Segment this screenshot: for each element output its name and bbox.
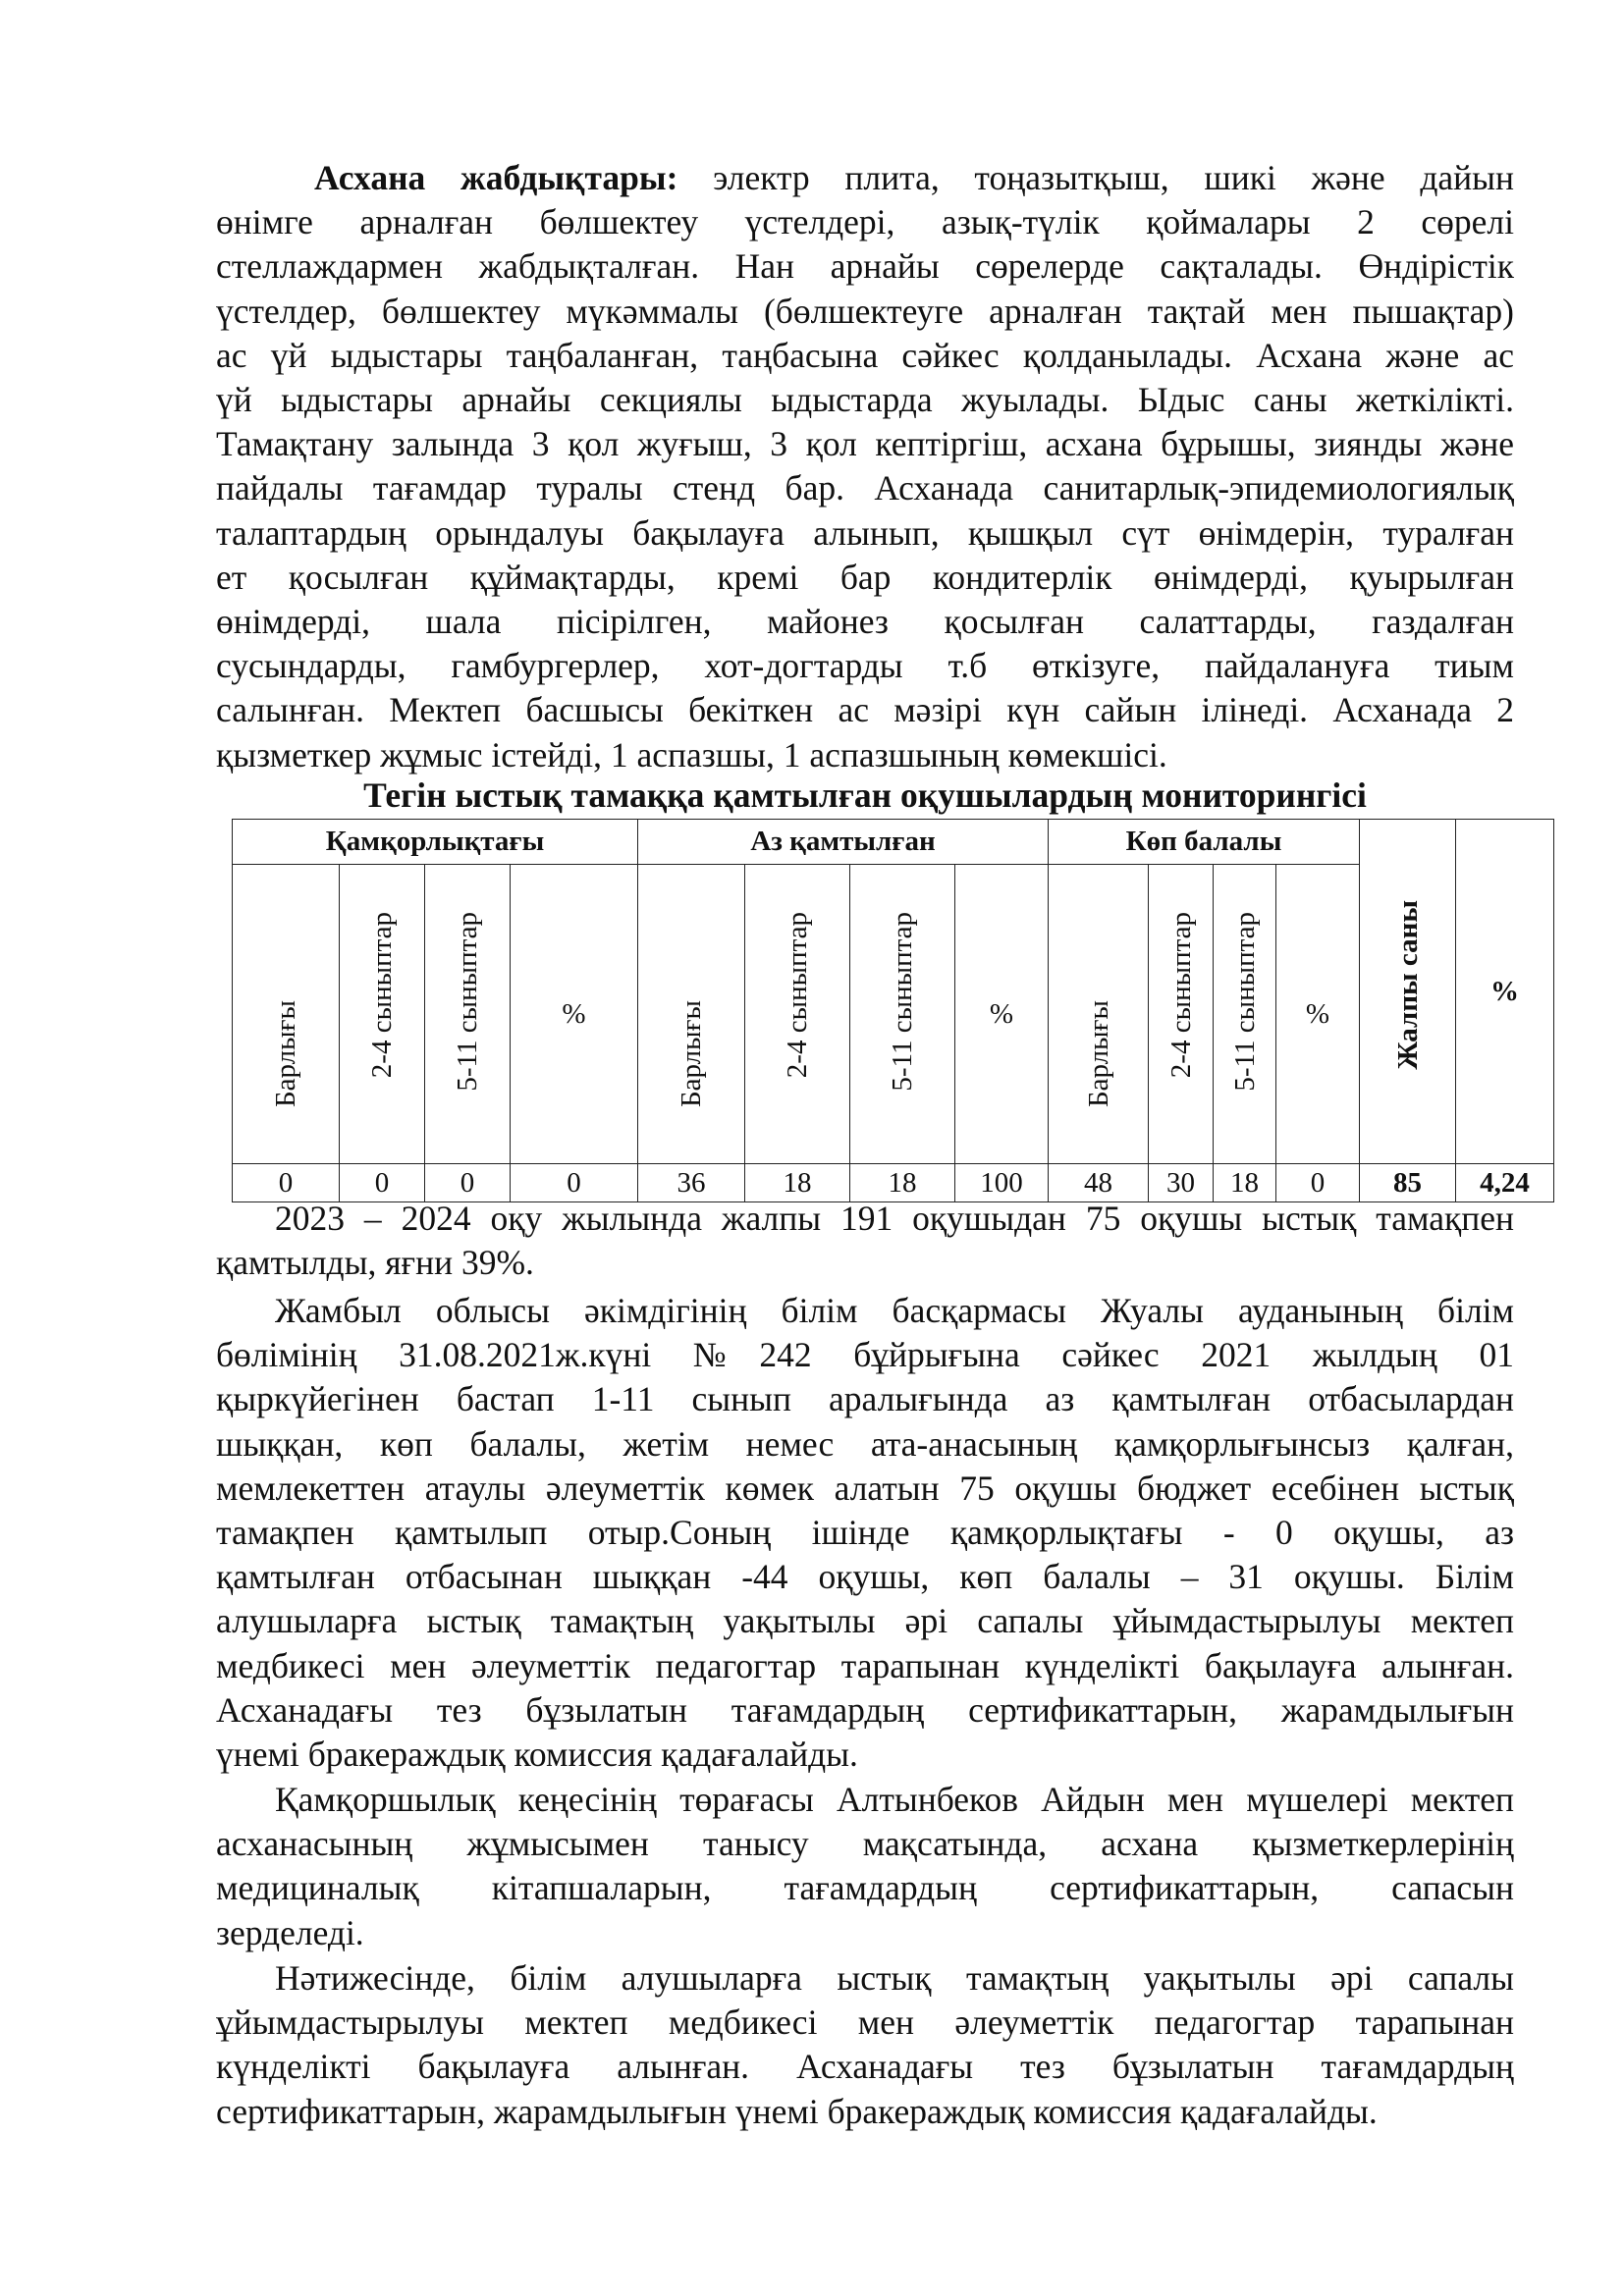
paragraph-line: ет қосылған құймақтарды, кремі бар кондитерлік өнімдерді, қуырылған (216, 557, 1514, 597)
col-header-percent: % (955, 865, 1049, 1164)
paragraph-line: медициналық кітапшаларын, тағамдардың сертификаттарын, сапасын (216, 1868, 1514, 1908)
paragraph-line: стеллаждармен жабдықталған. Нан арнайы сөрелерде сақталады. Өндірістік (216, 246, 1514, 287)
paragraph-line: үстелдер, бөлшектеу мүкәммалы (бөлшектеуге арналған тақтай мен пышақтар) (216, 291, 1514, 331)
paragraph-line: Нәтижесінде, білім алушыларға ыстық тамақтың уақытылы әрі сапалы (275, 1958, 1514, 1998)
lead-heading: Асхана жабдықтары: (314, 158, 678, 197)
table-cell: 0 (1276, 1164, 1360, 1202)
table-cell: 18 (1214, 1164, 1276, 1202)
col-header-grades-2-4: 2-4 сыныптар (366, 912, 398, 1079)
table-cell-total: 85 (1360, 1164, 1456, 1202)
monitoring-table (232, 819, 1554, 1202)
col-header-cell (425, 865, 511, 1164)
col-header-cell (850, 865, 955, 1164)
col-header-grades-5-11: 5-11 сыныптар (452, 912, 483, 1092)
total-header-cell (1360, 820, 1456, 1164)
paragraph-line: Жамбыл облысы әкімдігінің білім басқармасы Жуалы ауданының білім (275, 1291, 1514, 1330)
col-header-cell (233, 865, 340, 1164)
paragraph-line: ұйымдастырылуы мектеп медбикесі мен әлеуметтік педагогтар тарапынан (216, 2002, 1514, 2043)
table-cell: 30 (1149, 1164, 1214, 1202)
col-header-total: Барлығы (1082, 1000, 1114, 1107)
paragraph-line: Тамақтану залында 3 қол жуғыш, 3 қол кептіргіш, асхана бұрышы, зиянды және (216, 424, 1514, 464)
paragraph-line: Асхана жабдықтары: электр плита, тоңазытқыш, шикі және дайын (314, 158, 1515, 197)
col-header-percent: % (1276, 865, 1360, 1164)
table-cell-total-percent: 4,24 (1456, 1164, 1554, 1202)
paragraph-line: Қамқоршылық кеңесінің төрағасы Алтынбеков Айдын мен мүшелері мектеп (275, 1780, 1514, 1819)
col-header-grades-2-4: 2-4 сыныптар (782, 912, 813, 1079)
table-cell: 18 (745, 1164, 850, 1202)
total-percent-header: % (1456, 820, 1554, 1164)
group-header-large-family: Көп балалы (1049, 820, 1360, 865)
col-header-cell (1214, 865, 1276, 1164)
paragraph-line: сертификаттарын, жарамдылығын үнемі бракераждық комиссия қадағалайды. (216, 2091, 1378, 2131)
paragraph-line: алушыларға ыстық тамақтың уақытылы әрі сапалы ұйымдастырылуы мектеп (216, 1601, 1514, 1641)
table-cell: 0 (340, 1164, 425, 1202)
paragraph-line: 2023 – 2024 оқу жылында жалпы 191 оқушыдан 75 оқушы ыстық тамақпен (275, 1199, 1514, 1238)
paragraph-line: зерделеді. (216, 1912, 364, 1952)
table-cell: 100 (955, 1164, 1049, 1202)
paragraph-line: қамтылды, яғни 39%. (216, 1243, 534, 1283)
col-header-grades-5-11: 5-11 сыныптар (1228, 912, 1261, 1092)
paragraph-line: талаптардың орындалуы бақылауға алынып, қышқыл сүт өнімдерін, туралған (216, 512, 1514, 553)
group-header-low-income: Аз қамтылған (638, 820, 1049, 865)
col-header-percent: % (511, 865, 638, 1164)
paragraph-line: сусындарды, гамбургерлер, хот-догтарды т.б өткізуге, пайдалануға тиым (216, 646, 1514, 686)
paragraph-line: асханасының жұмысымен танысу мақсатында, асхана қызметкерлерінің (216, 1824, 1514, 1864)
paragraph-line: салынған. Мектеп басшысы бекіткен ас мәзірі күн сайын ілінеді. Асханада 2 (216, 690, 1514, 730)
paragraph-line: қамтылған отбасынан шыққан -44 оқушы, көп балалы – 31 оқушы. Білім (216, 1557, 1514, 1597)
col-header-grades-2-4: 2-4 сыныптар (1164, 912, 1197, 1079)
col-header-cell (1149, 865, 1214, 1164)
paragraph-kitchen-equipment (216, 156, 1514, 777)
table-cell: 0 (511, 1164, 638, 1202)
paragraph-line: күнделікті бақылауға алынған. Асханадағы тез бұзылатын тағамдардың (216, 2047, 1514, 2087)
paragraph-line: пайдалы тағамдар туралы стенд бар. Асханада санитарлық-эпидемиологиялық (216, 468, 1514, 508)
paragraph-council (216, 1778, 1514, 1955)
paragraph-line: медбикесі мен әлеуметтік педагогтар тарапынан күнделікті бақылауға алынған. (216, 1645, 1514, 1685)
paragraph-coverage (216, 1197, 1514, 1285)
table-cell: 36 (638, 1164, 745, 1202)
col-header-cell (1049, 865, 1149, 1164)
table-cell: 48 (1049, 1164, 1149, 1202)
paragraph-order (216, 1289, 1514, 1777)
paragraph-line: Асханадағы тез бұзылатын тағамдардың сертификаттарын, жарамдылығын (216, 1689, 1514, 1730)
paragraph-line: тамақпен қамтылып отыр.Соның ішінде қамқорлықтағы - 0 оқушы, аз (216, 1513, 1514, 1553)
paragraph-line: мемлекеттен атаулы әлеуметтік көмек алатын 75 оқушы бюджет есебінен ыстық (216, 1468, 1514, 1508)
col-header-cell (638, 865, 745, 1164)
paragraph-result (216, 1956, 1514, 2134)
total-header: Жалпы саны (1391, 900, 1424, 1070)
paragraph-line: бөлімінің 31.08.2021ж.күні №242 бұйрығына сәйкес 2021 жылдың 01 (216, 1335, 1514, 1375)
table-cell: 0 (233, 1164, 340, 1202)
col-header-total: Барлығы (676, 1000, 707, 1107)
paragraph-line: қыркүйегінен бастап 1-11 сынып аралығында аз қамтылған отбасылардан (216, 1379, 1514, 1419)
col-header-total: Барлығы (270, 1000, 301, 1107)
table-cell: 18 (850, 1164, 955, 1202)
col-header-cell (340, 865, 425, 1164)
group-header-custody: Қамқорлықтағы (233, 820, 638, 865)
paragraph-line: қызметкер жұмыс істейді, 1 аспазшы, 1 аспазшының көмекшісі. (216, 734, 1167, 774)
paragraph-line: шыққан, көп балалы, жетім немес ата-анасының қамқорлығынсыз қалған, (216, 1423, 1514, 1464)
paragraph-line: ас үй ыдыстары таңбаланған, таңбасына сәйкес қолданылады. Асхана және ас (216, 335, 1514, 375)
col-header-grades-5-11: 5-11 сыныптар (887, 912, 918, 1092)
paragraph-line: өнімдерді, шала пісірілген, майонез қосылған салаттарды, газдалған (216, 602, 1514, 642)
paragraph-line: өнімге арналған бөлшектеу үстелдері, азық-түлік қоймалары 2 сөрелі (216, 202, 1514, 242)
table-title: Тегін ыстық тамаққа қамтылған оқушылардың мониторингісі (363, 775, 1367, 815)
table-cell: 0 (425, 1164, 511, 1202)
col-header-cell (745, 865, 850, 1164)
paragraph-line: үнемі бракераждық комиссия қадағалайды. (216, 1735, 858, 1775)
paragraph-line: үй ыдыстары арнайы секциялы ыдыстарда жуылады. Ыдыс саны жеткілікті. (216, 380, 1514, 420)
